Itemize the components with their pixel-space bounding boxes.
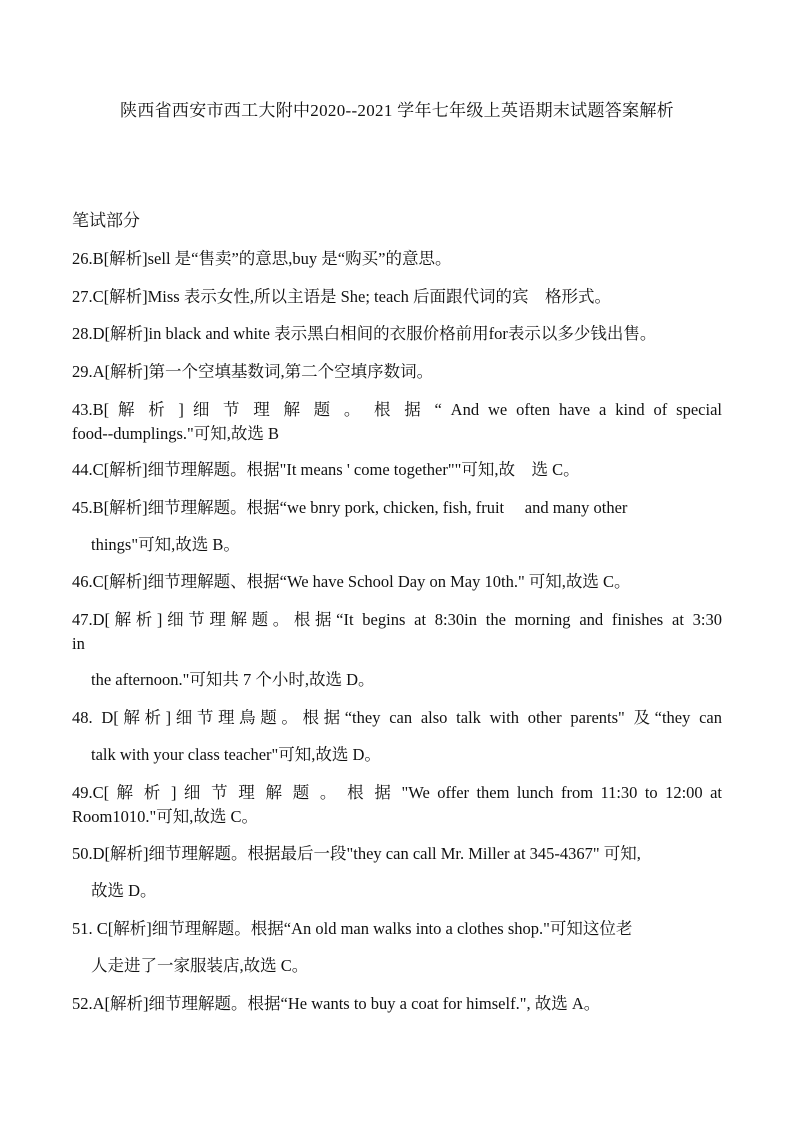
answer-line: food--dumplings."可知,故选 B [72, 424, 280, 443]
answer-line-continued: talk with your class teacher"可知,故选 D。 [91, 745, 381, 764]
answer-line-continued: in [72, 634, 85, 653]
answer-line-continued: Room1010."可知,故选 C。 [72, 807, 258, 826]
answer-line: 48. D[解析]细节理鳥题。根据“they can also talk with other parents" 及“they can [72, 708, 722, 727]
answer-line: 51. C[解析]细节理解题。根据“An old man walks into a clothes shop."可知这位老 [72, 919, 633, 938]
answer-line-continued: 人走进了一家服装店,故选 C。 [91, 956, 309, 975]
answer-line: 45.B[解析]细节理解题。根据“we bnry pork, chicken, fish, fruit and many other [72, 498, 628, 517]
answer-line: 26.B[解析]sell 是“售卖”的意思,buy 是“购买”的意思。 [72, 249, 452, 268]
answer-line: 49.C[ 解 析 ] 细 节 理 解 题 。 根 据 "We offer them lunch from 11:30 to 12:00 at [72, 783, 722, 802]
answer-line: 47.D[解析]细节理解题。根据“It begins at 8:30in the morning and finishes at 3:30 [72, 610, 722, 629]
answer-line-continued: 故选 D。 [91, 881, 157, 900]
answer-line: 46.C[解析]细节理解题、根据“We have School Day on May 10th." 可知,故选 C。 [72, 572, 631, 591]
answer-line: 27.C[解析]Miss 表示女性,所以主语是 She; teach 后面跟代词的宾 格形式。 [72, 287, 611, 306]
section-heading: 笔试部分 [72, 211, 140, 230]
answer-line: 43.B[ 解 析 ] 细 节 理 解 题 。 根 据 “ And we often have a kind of special [72, 400, 722, 419]
answer-line: 50.D[解析]细节理解题。根据最后一段"they can call Mr. Miller at 345-4367" 可知, [72, 844, 641, 863]
answer-line: 28.D[解析]in black and white 表示黑白相间的衣服价格前用for表示以多少钱出售。 [72, 324, 657, 343]
answer-line: 52.A[解析]细节理解题。根据“He wants to buy a coat for himself.", 故选 A。 [72, 994, 601, 1013]
answer-line: 44.C[解析]细节理解题。根据"It means ' come together""可知,故 选 C。 [72, 460, 580, 479]
answer-line-continued: things"可知,故选 B。 [91, 535, 240, 554]
document-title: 陕西省西安市西工大附中2020--2021 学年七年级上英语期末试题答案解析 [120, 101, 674, 120]
answer-line: 29.A[解析]第一个空填基数词,第二个空填序数词。 [72, 362, 434, 381]
answer-line-continued: the afternoon."可知共 7 个小时,故选 D。 [91, 670, 375, 689]
